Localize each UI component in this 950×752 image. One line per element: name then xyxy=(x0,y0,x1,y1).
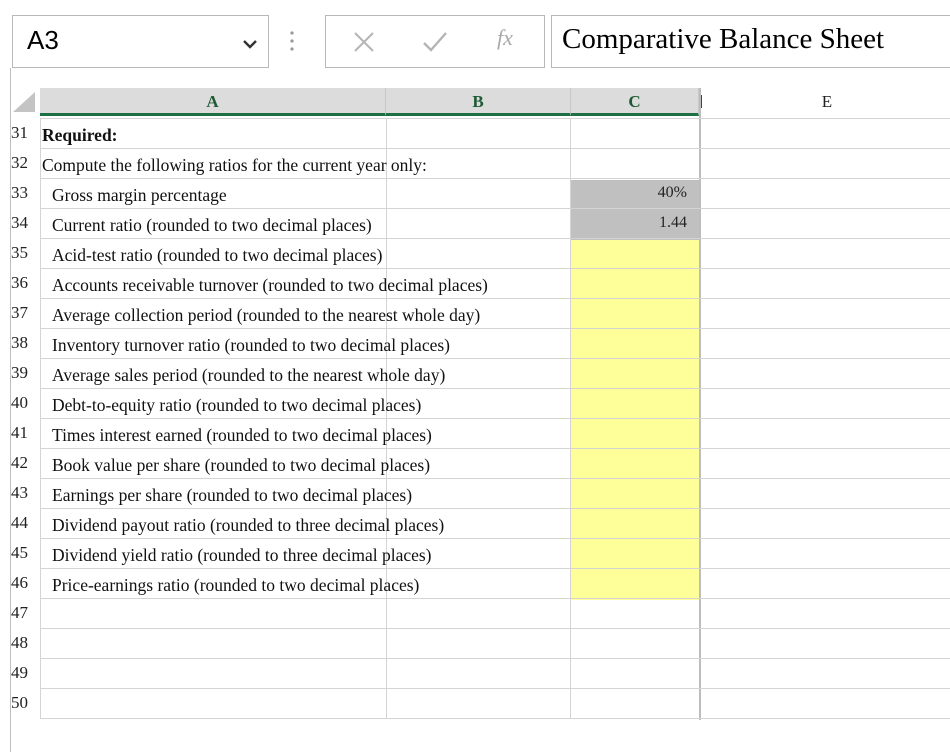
row-header[interactable]: 35 xyxy=(11,243,28,262)
row-header[interactable]: 50 xyxy=(11,693,28,712)
column-header-e[interactable]: E xyxy=(704,88,950,116)
row-header[interactable]: 38 xyxy=(11,333,28,352)
select-all-triangle-icon xyxy=(13,92,35,112)
cell-a-label[interactable]: Required: xyxy=(42,125,118,145)
row-grid-line xyxy=(40,658,950,659)
row-grid-line xyxy=(40,718,950,719)
row-header[interactable]: 45 xyxy=(11,543,28,562)
row-grid-line xyxy=(40,688,950,689)
cell-a-label[interactable]: Gross margin percentage xyxy=(52,185,227,205)
row-grid-line xyxy=(40,508,950,509)
row-grid-line xyxy=(40,478,950,479)
row-grid-line xyxy=(40,628,950,629)
formula-input[interactable] xyxy=(551,15,950,68)
row-grid-line xyxy=(40,538,950,539)
cell-a-label[interactable]: Price-earnings ratio (rounded to two decimal places) xyxy=(52,575,420,595)
row-grid-line xyxy=(40,388,950,389)
row-grid-line xyxy=(40,568,950,569)
grid-line xyxy=(699,88,701,720)
cell-a-label[interactable]: Times interest earned (rounded to two decimal places) xyxy=(52,425,432,445)
cell-a-label[interactable]: Average collection period (rounded to the nearest whole day) xyxy=(52,305,481,325)
cell-a-label[interactable]: Acid-test ratio (rounded to two decimal places) xyxy=(52,245,383,265)
row-header[interactable]: 46 xyxy=(11,573,28,592)
cell-a-label[interactable]: Inventory turnover ratio (rounded to two decimal places) xyxy=(52,335,450,355)
row-header[interactable]: 41 xyxy=(11,423,28,442)
more-options-icon[interactable] xyxy=(289,30,295,54)
row-grid-line xyxy=(40,298,950,299)
chevron-down-icon[interactable] xyxy=(242,38,258,50)
row-grid-line xyxy=(40,118,950,119)
row-grid-line xyxy=(40,148,950,149)
row-grid-line xyxy=(40,328,950,329)
row-header[interactable]: 49 xyxy=(11,663,28,682)
row-header[interactable]: 31 xyxy=(11,123,28,142)
row-header[interactable]: 47 xyxy=(11,603,28,622)
cell-a-label[interactable]: Earnings per share (rounded to two decimal places) xyxy=(52,485,413,505)
row-grid-line xyxy=(40,448,950,449)
cell-c-value[interactable]: 40% xyxy=(657,184,687,201)
cell-a-label[interactable]: Average sales period (rounded to the nearest whole day) xyxy=(52,365,446,385)
cell-a-label[interactable]: Current ratio (rounded to two decimal places) xyxy=(52,215,372,235)
row-header[interactable]: 37 xyxy=(11,303,28,322)
row-header[interactable]: 48 xyxy=(11,633,28,652)
cell-c-value[interactable]: 1.44 xyxy=(659,214,687,231)
row-grid-line xyxy=(40,178,950,179)
cell-a-label[interactable]: Dividend payout ratio (rounded to three decimal places) xyxy=(52,515,445,535)
input-cells-c35-c46[interactable] xyxy=(571,240,699,600)
row-header[interactable]: 34 xyxy=(11,213,28,232)
cell-a-label[interactable]: Dividend yield ratio (rounded to three decimal places) xyxy=(52,545,432,565)
name-box-value: A3 xyxy=(27,25,59,55)
row-grid-line xyxy=(40,238,950,239)
cell-a-label[interactable]: Book value per share (rounded to two decimal places) xyxy=(52,455,431,475)
row-header[interactable]: 43 xyxy=(11,483,28,502)
row-header[interactable]: 39 xyxy=(11,363,28,382)
column-header-b[interactable]: B xyxy=(386,88,571,116)
name-box[interactable] xyxy=(12,15,269,68)
column-header-c[interactable]: C xyxy=(571,88,699,116)
cell-a-label[interactable]: Accounts receivable turnover (rounded to two decimal places) xyxy=(52,275,488,295)
cancel-icon[interactable] xyxy=(352,30,376,54)
row-grid-line xyxy=(40,358,950,359)
row-header[interactable]: 36 xyxy=(11,273,28,292)
row-header[interactable]: 42 xyxy=(11,453,28,472)
row-header[interactable]: 44 xyxy=(11,513,28,532)
row-grid-line xyxy=(40,268,950,269)
row-header[interactable]: 33 xyxy=(11,183,28,202)
select-all-button[interactable] xyxy=(11,88,39,116)
column-header-a[interactable]: A xyxy=(40,88,386,116)
enter-check-icon[interactable] xyxy=(422,30,448,54)
cell-a-label[interactable]: Compute the following ratios for the current year only: xyxy=(42,155,427,175)
row-header[interactable]: 40 xyxy=(11,393,28,412)
row-grid-line xyxy=(40,598,950,599)
formula-content: Comparative Balance Sheet xyxy=(562,23,885,55)
cell-a-label[interactable]: Debt-to-equity ratio (rounded to two decimal places) xyxy=(52,395,422,415)
row-header[interactable]: 32 xyxy=(11,153,28,172)
formula-actions xyxy=(325,15,545,68)
row-grid-line xyxy=(40,418,950,419)
insert-function-icon[interactable]: fx xyxy=(497,25,513,50)
row-grid-line xyxy=(40,208,950,209)
